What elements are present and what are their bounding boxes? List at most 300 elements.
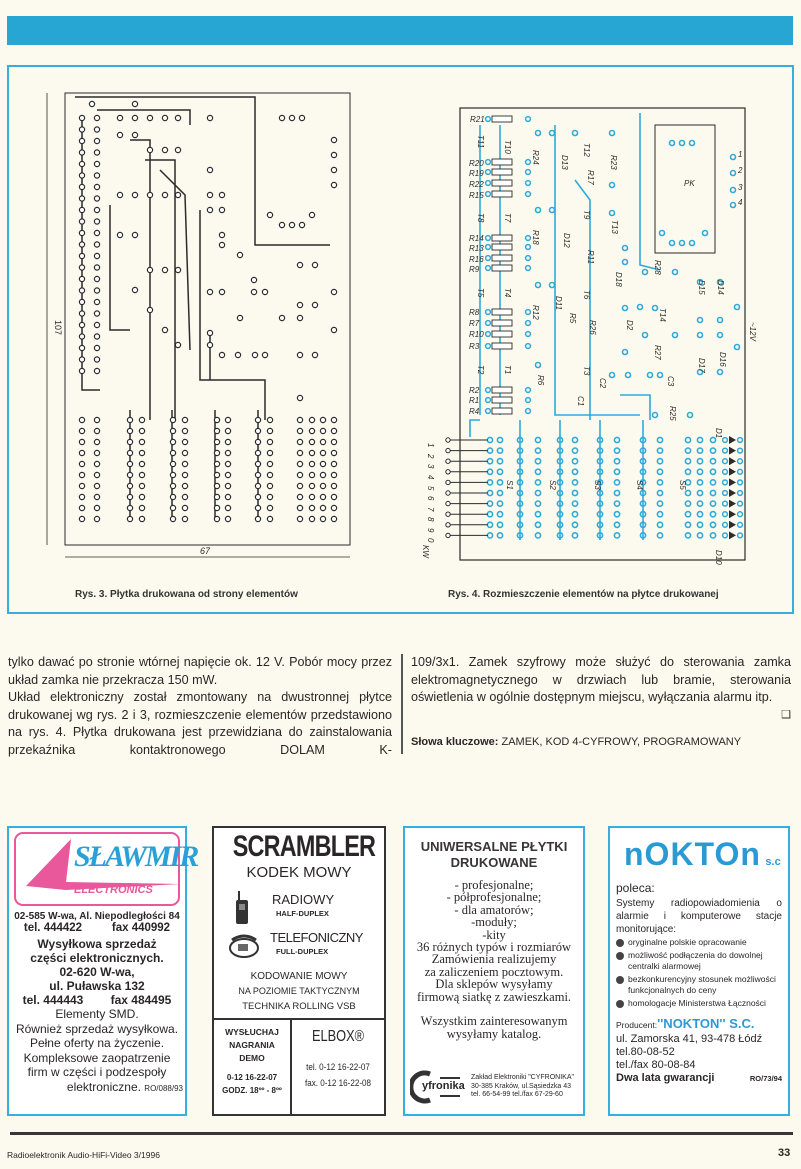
pcb-pad [550,131,555,136]
pcb-pad [207,192,212,197]
pcb-pad [94,115,99,120]
pcb-pad [486,256,491,261]
pcb-pad [251,289,256,294]
bullet-icon [616,976,624,984]
pcb-pad [207,167,212,172]
component-label: D12 [562,233,571,248]
pcb-pad [526,181,531,186]
pcb-pad [79,127,84,132]
pcb-pad [486,245,491,250]
pcb-pad [331,152,336,157]
pcb-pad [497,469,502,474]
resistor-symbol [492,235,512,241]
component-label: T10 [503,140,512,154]
pcb-pad [79,428,84,433]
pcb-pad [214,417,219,422]
pcb-pad [718,333,723,338]
pcb-pad [309,472,314,477]
pcb-pad [526,409,531,414]
pcb-pad [94,253,99,258]
pcb-pad [175,342,180,347]
pcb-pad [79,288,84,293]
pcb-pad [550,283,555,288]
pcb-pad [225,439,230,444]
pcb-pad [214,461,219,466]
pcb-pad [147,307,152,312]
pcb-pad [572,522,577,527]
pcb-pad [536,208,541,213]
pcb-pad [147,267,152,272]
component-label: R24 [531,150,540,165]
pcb-pad [79,161,84,166]
component-label: D10 [714,550,723,565]
offer-line: firmową siatkę z zawieszkami. [416,989,572,1004]
component-label: 1 [738,150,743,159]
page-number: 33 [778,1147,791,1159]
pcb-pad [170,461,175,466]
pcb-pad [526,344,531,349]
pcb-pad [486,192,491,197]
pcb-pad [497,522,502,527]
component-label: R20 [469,159,484,168]
component-label: 2 [738,166,743,175]
pcb-pad [610,183,615,188]
pcb-pad [132,115,137,120]
pcb-pad [139,428,144,433]
pcb-pad [79,138,84,143]
pcb-pad [162,115,167,120]
pcb-pad [251,277,256,282]
pcb-pad [723,491,728,496]
component-label: T8 [476,213,485,223]
pcb-pad [94,322,99,327]
pcb-pad [320,505,325,510]
pcb-pad [225,417,230,422]
pcb-pad [127,516,132,521]
pcb-pad [657,501,662,506]
pcb-pad [657,437,662,442]
pcb-pad [94,428,99,433]
offer-line: Zamówienia realizujemy [431,952,557,967]
pcb-pad [697,469,702,474]
pcb-pad [526,160,531,165]
pcb-pad [147,115,152,120]
pcb-pad [79,494,84,499]
offer-line: -kity [482,927,506,942]
pcb-pad [690,241,695,246]
resistor-symbol [492,387,512,393]
pcb-pad [685,469,690,474]
pcb-pad [94,184,99,189]
pcb-pad [170,516,175,521]
pcb-pad [320,450,325,455]
pcb-pad [320,439,325,444]
pcb-pad [79,219,84,224]
pcb-pad [225,516,230,521]
pcb-pad [309,461,314,466]
pcb-pad [182,516,187,521]
pcb-pad [526,117,531,122]
component-label: T12 [582,143,591,157]
pcb-pad [497,501,502,506]
pcb-pad [723,438,728,443]
pcb-pad [731,171,736,176]
component-label: 9 [426,528,435,533]
connector-pad [446,512,450,516]
pcb-pad [535,480,540,485]
pcb-pad [710,533,715,538]
pcb-pad [643,333,648,338]
pcb-pad [623,246,628,251]
component-label: 8 [426,517,435,522]
pcb-pad [182,494,187,499]
pcb-pad [497,448,502,453]
pcb-pad [267,461,272,466]
pcb-pad [680,141,685,146]
resistor-symbol [492,343,512,349]
keywords-value: ZAMEK, KOD 4-CYFROWY, PROGRAMOWANY [501,736,742,749]
pcb-pad [526,236,531,241]
pcb-pad [170,494,175,499]
offer-line: za zaliczeniem pocztowym. [424,964,564,979]
pcb-pad [127,428,132,433]
pcb-pad [297,505,302,510]
connector-pad [446,523,450,527]
pcb-pad [297,461,302,466]
pcb-pad [738,501,743,506]
component-label: R13 [469,244,484,253]
component-label: R2 [469,386,480,395]
pcb-pad [723,469,728,474]
pcb-pad [487,501,492,506]
pcb-pad [526,245,531,250]
demo-info: WYSŁUCHAJ NAGRANIA DEMO 0-12 16-22-07 GODZ. 18ºº - 8ºº [214,1020,292,1114]
pcb-pad [486,160,491,165]
pcb-pad [94,472,99,477]
pcb-pad [320,516,325,521]
pcb-pad [738,448,743,453]
pcb-pad [207,289,212,294]
pcb-pad [486,344,491,349]
pcb-pad [267,212,272,217]
pcb-pad [127,439,132,444]
figure-4-caption: Rys. 4. Rozmieszczenie elementów na płytce drukowanej [448,589,719,600]
component-label: R6 [536,375,545,386]
pcb-pad [623,306,628,311]
pcb-pad [297,395,302,400]
component-label: R28 [653,260,662,275]
pcb-pad [255,505,260,510]
pcb-pad [670,241,675,246]
pcb-pad [526,388,531,393]
pcb-pad [139,516,144,521]
resistor-symbol [492,180,512,186]
pcb-pad [255,483,260,488]
pcb-pad [182,450,187,455]
component-label: R11 [586,250,595,265]
resistor-symbol [492,320,512,326]
pcb-pad [127,494,132,499]
pcb-pad [738,491,743,496]
pcb-pad [685,533,690,538]
pcb-pad [219,242,224,247]
pcb-pad [225,505,230,510]
elbox-info: ELBOX® tel. 0-12 16-22-07 fax. 0-12 16-22-08 [304,1028,371,1089]
pcb-pad [299,222,304,227]
bullet-icon [616,952,624,960]
pcb-pad [657,490,662,495]
pcb-pad [657,469,662,474]
pcb-pad [535,533,540,538]
pcb-pad [572,448,577,453]
pcb-pad [94,161,99,166]
component-label: PK [684,179,695,188]
led-diode-symbol [729,489,736,497]
pcb-pad [139,417,144,422]
pcb-pad [94,483,99,488]
pcb-pad [182,461,187,466]
pcb-pad [487,533,492,538]
pcb-pad [289,115,294,120]
pcb-pad [331,472,336,477]
led-diode-symbol [729,468,736,476]
component-label: T3 [582,366,591,376]
pcb-pad [182,417,187,422]
resistor-symbol [492,397,512,403]
pcb-pad [79,276,84,281]
component-label: S4 [635,480,644,490]
pcb-pad [297,315,302,320]
pcb-pad [309,516,314,521]
pcb-pad [738,522,743,527]
component-label: 3 [426,464,435,469]
pcb-pad [235,352,240,357]
resistor-symbol [492,408,512,414]
component-label: R16 [469,255,484,264]
pcb-pad [486,388,491,393]
component-label: ~12V [748,322,757,341]
pcb-pad [207,207,212,212]
pcb-pad [487,480,492,485]
component-label: KW [421,545,430,558]
pcb-pad [731,155,736,160]
pcb-pad [486,310,491,315]
pcb-pad [710,469,715,474]
pcb-pad [738,469,743,474]
pcb-pad [127,472,132,477]
pcb-pad [657,448,662,453]
cyfronika-logo: yfronika [410,1070,468,1104]
pcb-pad [94,345,99,350]
component-label: C1 [576,396,585,407]
pcb-pad [94,276,99,281]
pcb-pad [487,512,492,517]
pcb-pad [79,516,84,521]
pcb-pad [723,459,728,464]
pcb-pad [738,480,743,485]
pcb-pad [94,196,99,201]
pcb-pad [657,459,662,464]
component-label: R25 [668,406,677,421]
pcb-pad [207,342,212,347]
pcb-pad [660,231,665,236]
pcb-pad [731,188,736,193]
pcb-pad [697,459,702,464]
pcb-pad [536,363,541,368]
pcb-pad [486,181,491,186]
pcb-pad [572,459,577,464]
led-diode-symbol [729,447,736,455]
pcb-pad [139,472,144,477]
resistor-symbol [492,191,512,197]
component-label: R9 [469,265,480,274]
pcb-pad [697,512,702,517]
figure-3-caption: Rys. 3. Płytka drukowana od strony elementów [75,589,298,600]
resistor-symbol [492,244,512,250]
pcb-pad [182,505,187,510]
pcb-pad [487,522,492,527]
pcb-pad [225,472,230,477]
pcb-pad [219,289,224,294]
pcb-pad [526,266,531,271]
paragraph: Układ elektroniczny został zmontowany na dwustronnej płytce drukowanej wg rys. 2 i 3, rozmieszczenie elementów przedstawiono na rys. 4. Płytka drukowana jest przewidziana do zainstalowania przekaźnika kontaktronowego DOLAM K- [8,690,392,757]
pcb-pad [486,236,491,241]
pcb-pad [331,450,336,455]
pcb-pad [132,192,137,197]
pcb-pad [139,494,144,499]
component-label: R7 [469,319,480,328]
offer-line: - profesjonalne; [454,878,534,892]
pcb-pad [497,480,502,485]
footer-publication: Radioelektronik Audio-HiFi-Video 3/1996 [7,1150,160,1160]
pcb-pad [267,417,272,422]
pcb-pad [182,428,187,433]
pcb-pad [487,448,492,453]
pcb-pad [697,533,702,538]
component-label: R14 [469,234,484,243]
pcb-pad [297,439,302,444]
pcb-pad [614,469,619,474]
pcb-pad [139,439,144,444]
pcb-pad [170,472,175,477]
pcb-pad [697,522,702,527]
pcb-pad [331,417,336,422]
offer-line: - półprofesjonalne; [446,890,542,905]
component-label: 1 [426,443,435,448]
pcb-pad [79,173,84,178]
pcb-pad [685,459,690,464]
pcb-pad [697,501,702,506]
pcb-pad [550,208,555,213]
led-diode-symbol [729,436,736,444]
pcb-pad [297,472,302,477]
pcb-pad [214,472,219,477]
pcb-pad [331,494,336,499]
pcb-pad [312,352,317,357]
pcb-pad [94,461,99,466]
offer-line: - dla amatorów; [454,902,534,917]
component-label: C2 [598,378,607,389]
pcb-pad [162,147,167,152]
pcb-pad [331,461,336,466]
pcb-pad [535,512,540,517]
pcb-pad [127,505,132,510]
pcb-pad [182,439,187,444]
pcb-pad [623,350,628,355]
pcb-pad [225,494,230,499]
pcb-pad [94,505,99,510]
pcb-pad [320,417,325,422]
pcb-pad [79,439,84,444]
ad-cyfronika: UNIWERSALNE PŁYTKI DRUKOWANE - profesjonalne; - półprofesjonalne; - dla amatorów; -moduły; -kity 36 różnych typów i rozmiarów Zamówienia realizujemy za zaliczeniem pocztowym. Dla sklepów wysyłamy firmową siatkę z zawieszkami. Wszystkim zainteresowanym wysyłamy katalog. yfronika Zakład Elektroniki "CYFRONIKA" 30-385 Kraków, ul.Sąsiedzka 43 tel. 66-54-99 tel./fax 67-29-60 [403,826,585,1116]
pcb-pad [718,370,723,375]
pcb-pad [535,490,540,495]
pcb-pad [139,483,144,488]
pcb-pad [94,150,99,155]
pcb-pad [117,115,122,120]
resistor-symbol [492,255,512,261]
pcb-pad [536,131,541,136]
feature-item: bezkonkurencyjny stosunek możliwości funkcjonalnych do ceny [616,974,782,997]
pcb-pad [486,398,491,403]
pcb-pad [610,211,615,216]
pcb-pad [535,469,540,474]
pcb-pad [486,332,491,337]
pcb-pad [170,505,175,510]
pcb-pad [738,459,743,464]
pcb-pad [214,450,219,455]
pcb-pad [94,334,99,339]
component-label: D13 [560,155,569,170]
pcb-pad [297,428,302,433]
pcb-pad [262,352,267,357]
figure-4-layout [421,108,757,565]
column-divider [401,654,403,754]
pcb-pad [147,192,152,197]
pcb-pad [312,262,317,267]
pcb-pad [572,469,577,474]
pcb-pad [175,147,180,152]
connector-pad [446,491,450,495]
pcb-pad [685,522,690,527]
pcb-pad [94,173,99,178]
pcb-pad [267,483,272,488]
pcb-pad [94,450,99,455]
pcb-pad [526,192,531,197]
pcb-pad [320,472,325,477]
component-label: R19 [469,169,484,178]
component-label: T6 [582,290,591,300]
pcb-pad [219,192,224,197]
article-left-column [8,654,392,760]
component-label: R23 [609,155,618,170]
pcb-pad [320,494,325,499]
cyfronika-footer: yfronika Zakład Elektroniki "CYFRONIKA" 30-385 Kraków, ul.Sąsiedzka 43 tel. 66-54-99 tel./fax 67-29-60 [410,1070,574,1104]
component-label: 3 [738,183,743,192]
pcb-pad [535,522,540,527]
pcb-pad [225,461,230,466]
pcb-pad [127,483,132,488]
component-label: R8 [469,308,480,317]
pcb-pad [79,242,84,247]
pcb-pad [723,501,728,506]
pcb-pad [685,437,690,442]
pcb-pad [738,438,743,443]
pcb-pad [219,207,224,212]
pcb-pad [79,368,84,373]
dimension-label-height: 107 [53,320,63,336]
pcb-pad [331,516,336,521]
